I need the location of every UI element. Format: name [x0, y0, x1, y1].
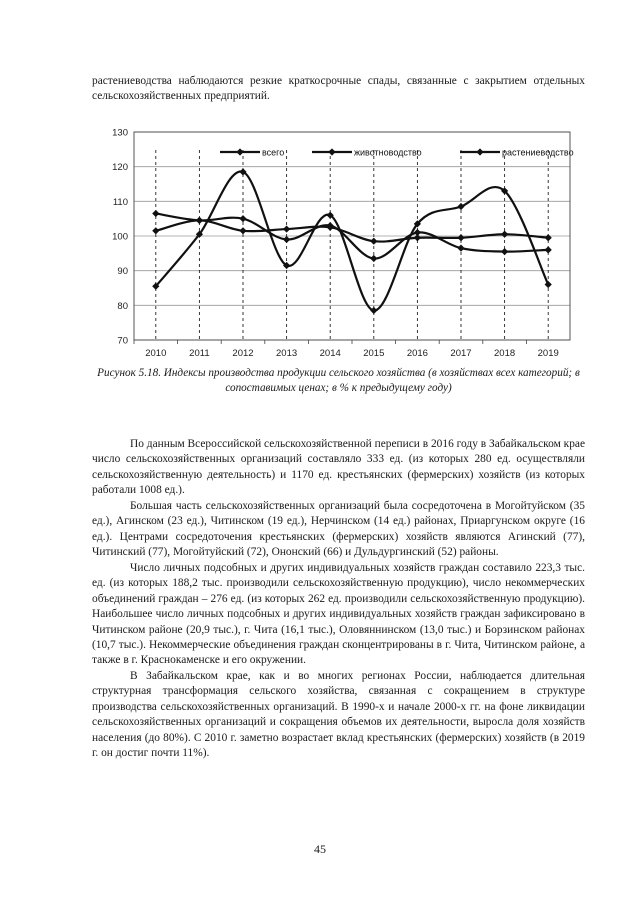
data-point-total [545, 234, 552, 241]
y-tick-label: 100 [112, 231, 128, 243]
paragraph-organizations: Большая часть сельскохозяйственных организаций была сосредоточена в Могойтуйском (35 ед.), Агинском (23 ед.), Читинском (19 ед.), Нерчинском (14 ед.) районах, Приаргунском округе (16 ед.). Центрами сосредоточения крестьянских (фермерских) хозяйств являются Агинский (77), Читинский (77), Могойтуйский (72), Ононский (66) и Дульдургинский (52) районы. [92, 500, 585, 559]
y-tick-label: 80 [117, 300, 128, 312]
x-tick-label: 2018 [494, 348, 516, 359]
series-line-crop [156, 171, 548, 310]
data-point-livestock [545, 246, 552, 253]
y-tick-label: 130 [112, 127, 128, 139]
data-point-livestock [283, 236, 290, 243]
y-tick-label: 110 [112, 196, 128, 208]
x-tick-label: 2016 [406, 348, 428, 359]
data-point-total [152, 227, 159, 234]
legend-marker-total [236, 148, 243, 155]
data-point-livestock [370, 255, 377, 262]
x-tick-label: 2014 [319, 348, 341, 359]
data-point-livestock [457, 245, 464, 252]
data-point-livestock [414, 229, 421, 236]
x-tick-label: 2015 [363, 348, 385, 359]
data-point-crop [457, 203, 464, 210]
y-tick-label: 70 [117, 335, 128, 347]
x-tick-label: 2012 [232, 348, 254, 359]
data-point-total [501, 231, 508, 238]
y-tick-label: 90 [117, 266, 128, 278]
data-point-livestock [501, 248, 508, 255]
data-point-total [457, 234, 464, 241]
legend-label-crop: растениеводство [502, 147, 574, 158]
data-point-total [283, 225, 290, 232]
page-number: 45 [314, 842, 326, 856]
x-tick-label: 2019 [537, 348, 559, 359]
data-point-livestock [196, 217, 203, 224]
paragraph-census: По данным Всероссийской сельскохозяйственной переписи в 2016 году в Забайкальском крае число сельскохозяйственных организаций составляло 333 ед. (из которых 280 ед. осуществляли сельскохозяйственную деятельность) и 1170 ед. крестьянских (фермерских) хозяйств (из которых работали 1008 ед.). [92, 438, 585, 497]
data-point-total [239, 227, 246, 234]
legend-marker-crop [476, 148, 483, 155]
x-tick-label: 2010 [145, 348, 167, 359]
intro-paragraph: растениеводства наблюдаются резкие краткосрочные спады, связанные с закрытием отдельных сельскохозяйственных предприятий. [92, 75, 585, 103]
production-index-chart [92, 122, 585, 362]
series-line-total [156, 220, 548, 241]
figure-caption: Рисунок 5.18. Индексы производства продукции сельского хозяйства (в хозяйствах всех категорий; в сопоставимых ценах; в % к предыдущему году) [97, 367, 580, 394]
paragraph-transformation: В Забайкальском крае, как и во многих регионах России, наблюдается длительная структурная трансформация сельского хозяйства, связанная с сокращением в структуре производства сельскохозяйственных организаций. В 1990-х и начале 2000-х гг. на фоне ликвидации сельскохозяйственных организаций и сокращения объемов их деятельности, выросла доля хозяйств населения (до 80%). С 2010 г. заметно возрастает вклад крестьянских (фермерских) хозяйств (в 2019 г. он достиг почти 11%). [92, 670, 585, 760]
data-point-livestock [152, 210, 159, 217]
data-point-crop [370, 307, 377, 314]
legend-marker-livestock [328, 148, 335, 155]
data-point-total [370, 238, 377, 245]
line-chart-svg [92, 122, 585, 362]
data-point-livestock [239, 215, 246, 222]
y-tick-label: 120 [112, 162, 128, 174]
legend-label-total: всего [262, 147, 285, 158]
x-tick-label: 2017 [450, 348, 472, 359]
legend-label-livestock: животноводство [354, 147, 422, 158]
x-tick-label: 2013 [276, 348, 298, 359]
paragraph-households: Число личных подсобных и других индивидуальных хозяйств граждан составило 223,3 тыс. ед. (из которых 188,2 тыс. производили сельскохозяйственную продукцию), число некоммерческих объединений граждан – 276 ед. (из которых 262 ед. производили сельскохозяйственную продукцию). Наибольшее число личных подсобных и других индивидуальных хозяйств граждан зафиксировано в Читинском районе (20,9 тыс.), г. Чита (16,1 тыс.), Оловяннинском (13,0 тыс.) и Борзинском районах (10,7 тыс.). Некоммерческие объединения граждан сконцентрированы в г. Чита, Читинском районе, а также в г. Краснокаменске и его окружении. [92, 562, 585, 667]
data-point-crop [545, 281, 552, 288]
x-tick-label: 2011 [189, 348, 210, 359]
